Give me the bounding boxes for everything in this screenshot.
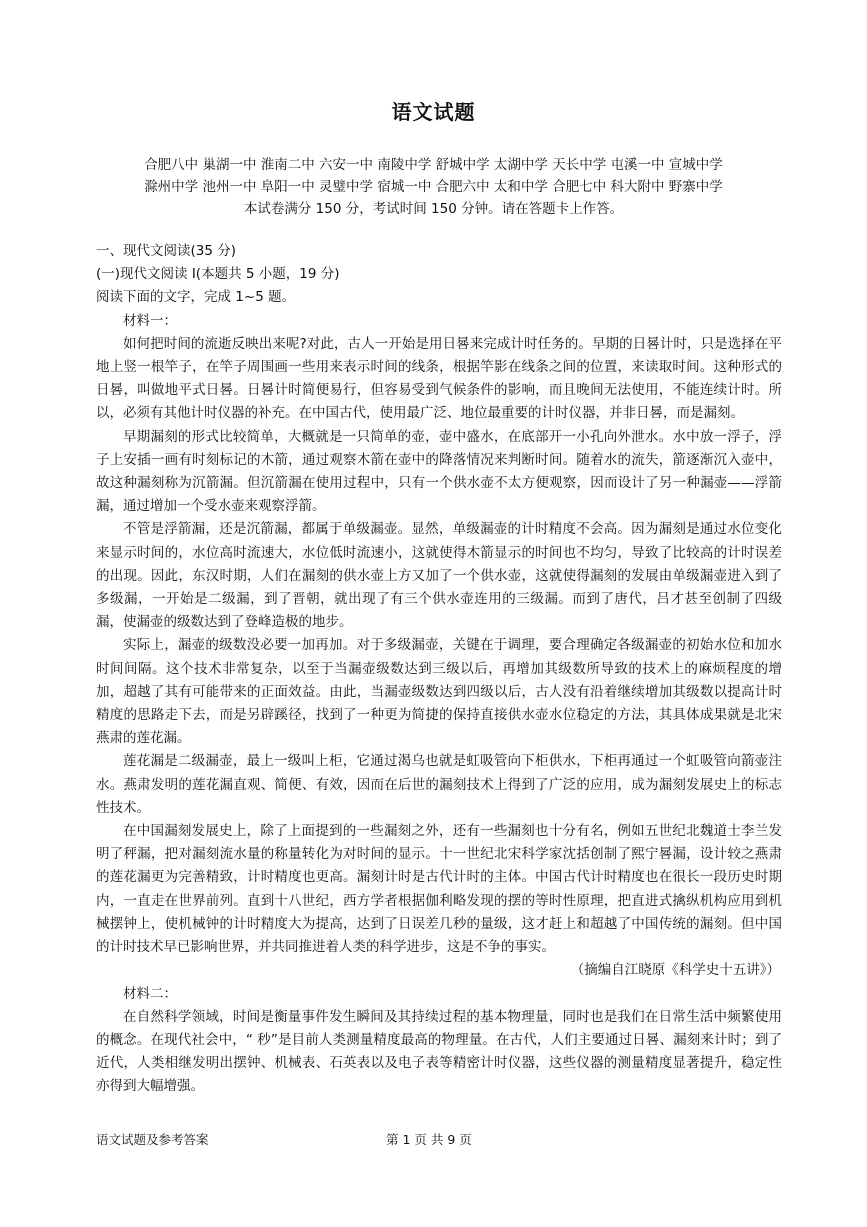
material-1-source: （摘编自江晓原《科学史十五讲》） bbox=[570, 962, 780, 979]
material-1-paragraph: 如何把时间的流逝反映出来呢?对此，古人一开始是用日晷来完成计时任务的。早期的日晷计时，只是选择在平地上竖一根竿子，在竿子周围画一些用来表示时间的线条，根据竿影在线条之间的位置，来读取时间。这种形式的日晷，叫做地平式日晷。日晷计时简便易行，但容易受到气候条件的影响，而且晚间无法使用，不能连续计时。所以，必须有其他计时仪器的补充。在中国古代，使用最广泛、地位最重要的计时仪器，并非日晷，而是漏刻。 bbox=[96, 335, 782, 422]
page-number: 第 1 页 共 9 页 bbox=[386, 1132, 472, 1147]
material-1-paragraph: 莲花漏是二级漏壶，最上一级叫上柜，它通过渴乌也就是虹吸管向下柜供水，下柜再通过一个虹吸管向箭壶注水。燕肃发明的莲花漏直观、简便、有效，因而在后世的漏刻技术上得到了广泛的应用，成为漏刻发展史上的标志性技术。 bbox=[96, 753, 782, 816]
material-2-paragraph: 在自然科学领域，时间是衡量事件发生瞬间及其持续过程的基本物理量，同时也是我们在日常生活中频繁使用的概念。在现代社会中，“ 秒”是目前人类测量精度最高的物理量。在古代，人们主要通过日晷、漏刻来计时；到了近代，人类相继发明出摆钟、机械表、石英表以及电子表等精密计时仪器，这些仪器的测量精度显著提升，稳定性亦得到大幅增强。 bbox=[96, 1008, 782, 1095]
school-list-line-2: 滁州中学 池州一中 阜阳一中 灵璧中学 宿城一中 合肥六中 太和中学 合肥七中 科大附中 野寨中学 bbox=[144, 179, 723, 195]
material-2-label: 材料二： bbox=[123, 985, 177, 1002]
material-1-label: 材料一： bbox=[123, 312, 177, 329]
material-1-paragraph: 在中国漏刻发展史上，除了上面提到的一些漏刻之外，还有一些漏刻也十分有名，例如五世纪北魏道士李兰发明了秤漏，把对漏刻流水量的称量转化为对时间的显示。十一世纪北宋科学家沈括创制了熙宁晷漏，设计较之燕肃的莲花漏更为完善精致，计时精度也更高。漏刻计时是古代计时的主体。中国古代计时精度也在很长一段历史时期内，一直走在世界前列。直到十八世纪，西方学者根据伽利略发现的摆的等时性原理，把直进式擒纵机构应用到机械摆钟上，使机械钟的计时精度大为提高，达到了日误差几秒的量级，这才赶上和超越了中国传统的漏刻。但中国的计时技术早已影响世界，并共同推进着人类的科学进步，这是不争的事实。 bbox=[96, 823, 782, 956]
reading-instruction: 阅读下面的文字，完成 1~5 题。 bbox=[96, 289, 296, 306]
exam-info: 本试卷满分 150 分，考试时间 150 分钟。请在答题卡上作答。 bbox=[243, 201, 624, 217]
page-footer bbox=[96, 1130, 782, 1150]
section-heading: 一、现代文阅读(35 分) bbox=[96, 243, 237, 259]
school-list bbox=[60, 154, 807, 198]
footer-document-title: 语文试题及参考答案 bbox=[96, 1132, 209, 1147]
material-1-paragraph: 早期漏刻的形式比较简单，大概就是一只简单的壶，壶中盛水，在底部开一小孔向外泄水。水中放一浮子，浮子上安插一画有时刻标记的木箭，通过观察木箭在壶中的降落情况来判断时间。随着水的流失，箭逐渐沉入壶中，故这种漏刻称为沉箭漏。但沉箭漏在使用过程中，只有一个供水壶不太方便观察，因而设计了另一种漏壶——浮箭漏，通过增加一个受水壶来观察浮箭。 bbox=[96, 428, 782, 515]
material-1-paragraph: 实际上，漏壶的级数没必要一加再加。对于多级漏壶，关键在于调理，要合理确定各级漏壶的初始水位和加水时间间隔。这个技术非常复杂，以至于当漏壶级数达到三级以后，再增加其级数所导致的技术上的麻烦程度的增加，超越了其有可能带来的正面效益。由此，当漏壶级数达到四级以后，古人没有沿着继续增加其级数以提高计时精度的思路走下去，而是另辟蹊径，找到了一种更为简捷的保持直接供水壶水位稳定的方法，其具体成果就是北宋燕肃的莲花漏。 bbox=[96, 637, 782, 747]
school-list-line-1: 合肥八中 巢湖一中 淮南二中 六安一中 南陵中学 舒城中学 太湖中学 天长中学 屯溪一中 宣城中学 bbox=[144, 157, 723, 173]
material-1-paragraph: 不管是浮箭漏，还是沉箭漏，都属于单级漏壶。显然，单级漏壶的计时精度不会高。因为漏刻是通过水位变化来显示时间的，水位高时流速大，水位低时流速小，这就使得木箭显示的时间也不均匀，导致了比较高的计时误差的出现。因此，东汉时期，人们在漏刻的供水壶上方又加了一个供水壶，这就使得漏刻的发展由单级漏壶进入到了多级漏，一开始是二级漏，到了晋朝，就出现了有三个供水壶连用的三级漏。而到了唐代，吕才甚至创制了四级漏，使漏壶的级数达到了登峰造极的地步。 bbox=[96, 521, 782, 631]
page-title: 语文试题 bbox=[391, 100, 476, 124]
main-content bbox=[96, 240, 782, 1099]
section-subheading: (一)现代文阅读 I(本题共 5 小题，19 分) bbox=[96, 266, 340, 283]
